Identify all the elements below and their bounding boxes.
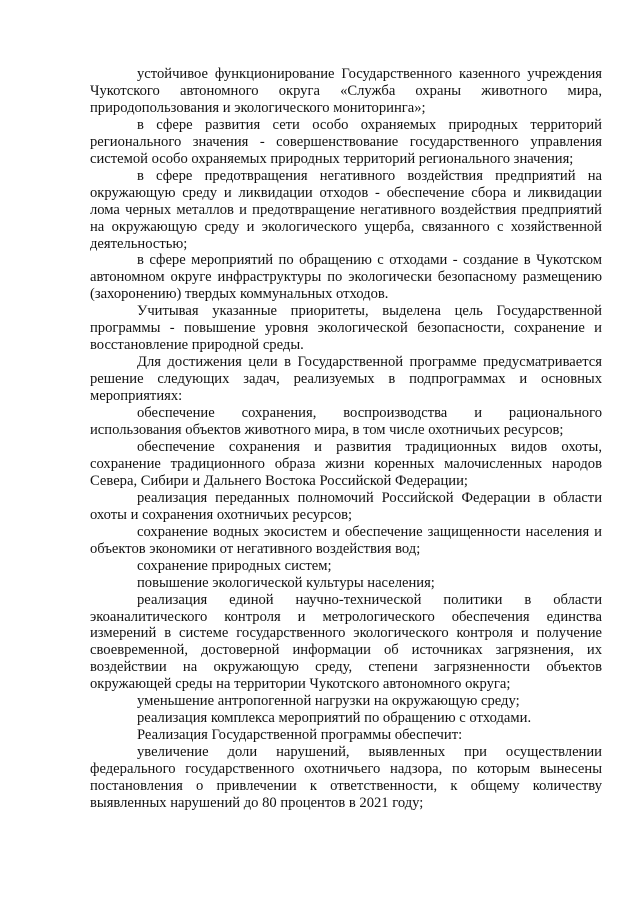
paragraph: обеспечение сохранения и развития традиционных видов охоты, сохранение традиционного образа жизни коренных малочисленных народов Севера, Сибири и Дальнего Востока Российской Федерации; — [90, 438, 602, 489]
paragraph: сохранение природных систем; — [137, 557, 332, 574]
paragraph: реализация единой научно-технической политики в области экоаналитического контроля и метрологического обеспечения единства измерений в системе государственного экологического контроля и получение своевременной, достоверной информации об источниках загрязнения, их воздействии на окружающую среду, степени загрязненности объектов окружающей среды на территории Чукотского автономного округа; — [90, 591, 602, 693]
document-page — [90, 66, 602, 812]
paragraph: реализация переданных полномочий Российской Федерации в области охоты и сохранения охотничьих ресурсов; — [90, 489, 602, 523]
paragraph: Для достижения цели в Государственной программе предусматривается решение следующих задач, реализуемых в подпрограммах и основных мероприятиях: — [90, 354, 602, 405]
paragraph: реализация комплекса мероприятий по обращению с отходами. — [137, 710, 532, 727]
paragraph: сохранение водных экосистем и обеспечение защищенности населения и объектов экономики от негативного воздействия вод; — [90, 523, 602, 557]
paragraph: увеличение доли нарушений, выявленных при осуществлении федерального государственного охотничьего надзора, по которым вынесены постановления о привлечении к ответственности, к общему количеству выявленных нарушений до 80 процентов в 2021 году; — [90, 744, 602, 811]
paragraph: в сфере развития сети особо охраняемых природных территорий регионального значения - совершенствование государственного управления системой особо охраняемых природных территорий регионального значения; — [90, 116, 602, 167]
paragraph: устойчивое функционирование Государственного казенного учреждения Чукотского автономного округа «Служба охраны животного мира, природопользования и экологического мониторинга»; — [90, 66, 602, 116]
paragraph: Реализация Государственной программы обеспечит: — [137, 727, 463, 744]
paragraph: в сфере предотвращения негативного воздействия предприятий на окружающую среду и ликвидации отходов - обеспечение сбора и ликвидации лома черных металлов и предотвращение негативного воздействия предприятий на окружающую среду и экологического ущерба, связанного с хозяйственной деятельностью; — [90, 167, 602, 252]
paragraph: обеспечение сохранения, воспроизводства и рационального использования объектов животного мира, в том числе охотничьих ресурсов; — [90, 405, 602, 439]
paragraph: в сфере мероприятий по обращению с отходами - создание в Чукотском автономном округе инфраструктуры по экологически безопасному размещению (захоронению) твердых коммунальных отходов. — [90, 252, 602, 303]
paragraph: Учитывая указанные приоритеты, выделена цель Государственной программы - повышение уровня экологической безопасности, сохранение и восстановление природной среды. — [90, 303, 602, 354]
paragraph: повышение экологической культуры населения; — [137, 574, 435, 591]
paragraph: уменьшение антропогенной нагрузки на окружающую среду; — [137, 693, 520, 710]
